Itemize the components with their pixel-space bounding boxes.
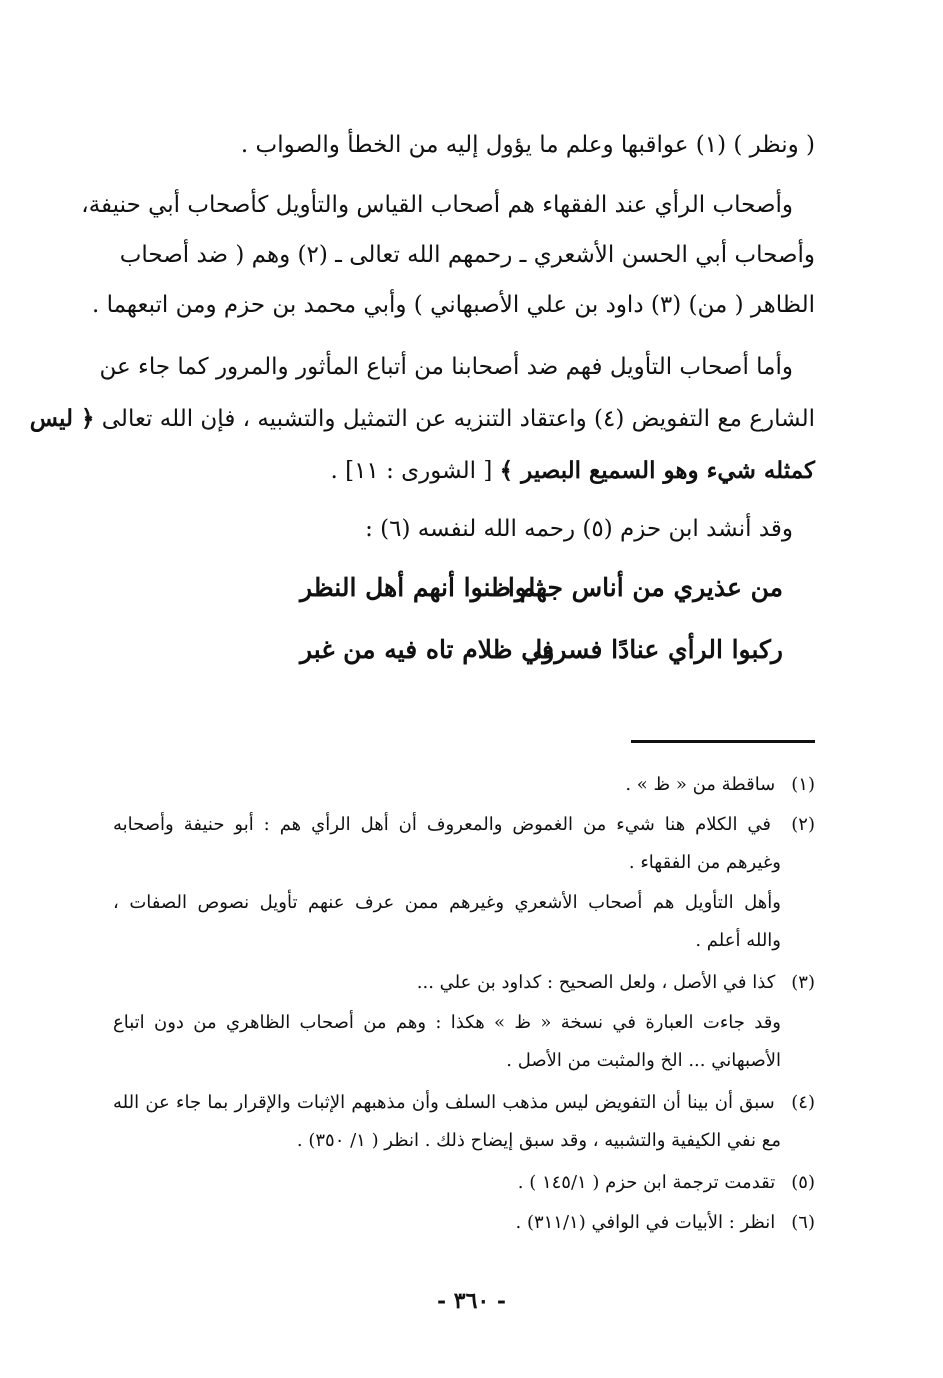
footnote-6-text: انظر : الأبيات في الوافي (٣١١/١) . xyxy=(515,1212,776,1233)
quran-quote-end: كمثله شيء وهو السميع البصير ﴾ xyxy=(499,457,815,484)
body-line-2: وأصحاب الرأي عند الفقهاء هم أصحاب القياس والتأويل كأصحاب أبي حنيفة، xyxy=(81,192,793,218)
body-line-3: وأصحاب أبي الحسن الأشعري ـ رحمهم الله تعالى ـ (٢) وهم ( ضد أصحاب xyxy=(119,242,815,268)
footnote-3 xyxy=(113,968,815,998)
footnote-5-number: (٥) xyxy=(791,1172,815,1193)
footnote-1-text: ساقطة من « ظ » . xyxy=(625,774,776,795)
footnote-3-cont-2: الأصبهاني ... الخ والمثبت من الأصل . xyxy=(506,1050,781,1071)
footnote-6 xyxy=(113,1208,815,1238)
quran-quote-start: ﴿ ليس xyxy=(29,405,95,432)
page-number: - ٣٦٠ - xyxy=(436,1288,507,1314)
footnote-2-number: (٢) xyxy=(791,814,815,835)
footnote-2-cont-1: وغيرهم من الفقهاء . xyxy=(628,852,781,873)
poem-verse-1-second-hemistich: ثم ظنوا أنهم أهل النظر xyxy=(300,573,544,602)
body-line-6 xyxy=(29,402,815,436)
body-line-5: وأما أصحاب التأويل فهم ضد أصحابنا من أتباع المأثور والمرور كما جاء عن xyxy=(99,354,793,380)
footnote-4-text: سبق أن بينا أن التفويض ليس مذهب السلف وأن مذهبهم الإثبات والإقرار بما جاء عن الله xyxy=(113,1092,775,1113)
footnote-5-text: تقدمت ترجمة ابن حزم ( ١٤٥/١ ) . xyxy=(517,1172,776,1193)
footnote-2-cont-2: وأهل التأويل هم أصحاب الأشعري وغيرهم ممن عرف عنهم تأويل نصوص الصفات ، xyxy=(113,892,781,913)
footnote-1 xyxy=(113,770,815,800)
body-line-7 xyxy=(125,454,815,488)
footnote-3-number: (٣) xyxy=(791,972,815,993)
footnote-4-number: (٤) xyxy=(791,1092,815,1113)
poem-verse-2-first-hemistich: ركبوا الرأي عنادًا فسروا xyxy=(535,635,783,664)
body-line-8: وقد أنشد ابن حزم (٥) رحمه الله لنفسه (٦) : xyxy=(365,516,793,542)
body-line-4: الظاهر ( من) (٣) داود بن علي الأصبهاني ) وأبي محمد بن حزم ومن اتبعهما . xyxy=(91,292,815,318)
footnote-5 xyxy=(113,1168,815,1198)
footnote-2-text: في الكلام هنا شيء من الغموض والمعروف أن أهل الرأي هم : أبو حنيفة وأصحابه xyxy=(113,814,772,835)
quran-reference: [ الشورى : ١١] . xyxy=(330,458,493,484)
footnote-4 xyxy=(113,1088,815,1118)
footnote-2-cont-3: والله أعلم . xyxy=(695,930,781,951)
footnote-1-number: (١) xyxy=(791,774,815,795)
poem-verse-2-second-hemistich: في ظلام تاه فيه من غبر xyxy=(300,635,555,664)
footnote-4-cont-1: مع نفي الكيفية والتشبيه ، وقد سبق إيضاح ذلك . انظر ( ١/ ٣٥٠) . xyxy=(296,1130,781,1151)
footnote-2 xyxy=(113,810,815,840)
body-line-6-text: الشارع مع التفويض (٤) واعتقاد التنزيه عن التمثيل والتشبيه ، فإن الله تعالى xyxy=(101,406,815,432)
footnote-separator xyxy=(631,740,815,743)
body-line-1: ( ونظر ) (١) عواقبها وعلم ما يؤول إليه من الخطأ والصواب . xyxy=(240,132,815,158)
footnote-3-cont-1: وقد جاءت العبارة في نسخة « ظ » هكذا : وهم من أصحاب الظاهري من دون اتباع xyxy=(113,1012,781,1033)
footnote-3-text: كذا في الأصل ، ولعل الصحيح : كداود بن علي ... xyxy=(416,972,776,993)
footnote-6-number: (٦) xyxy=(791,1212,815,1233)
poem-verse-1-first-hemistich: من عذيري من أناس جهلوا xyxy=(507,573,783,602)
